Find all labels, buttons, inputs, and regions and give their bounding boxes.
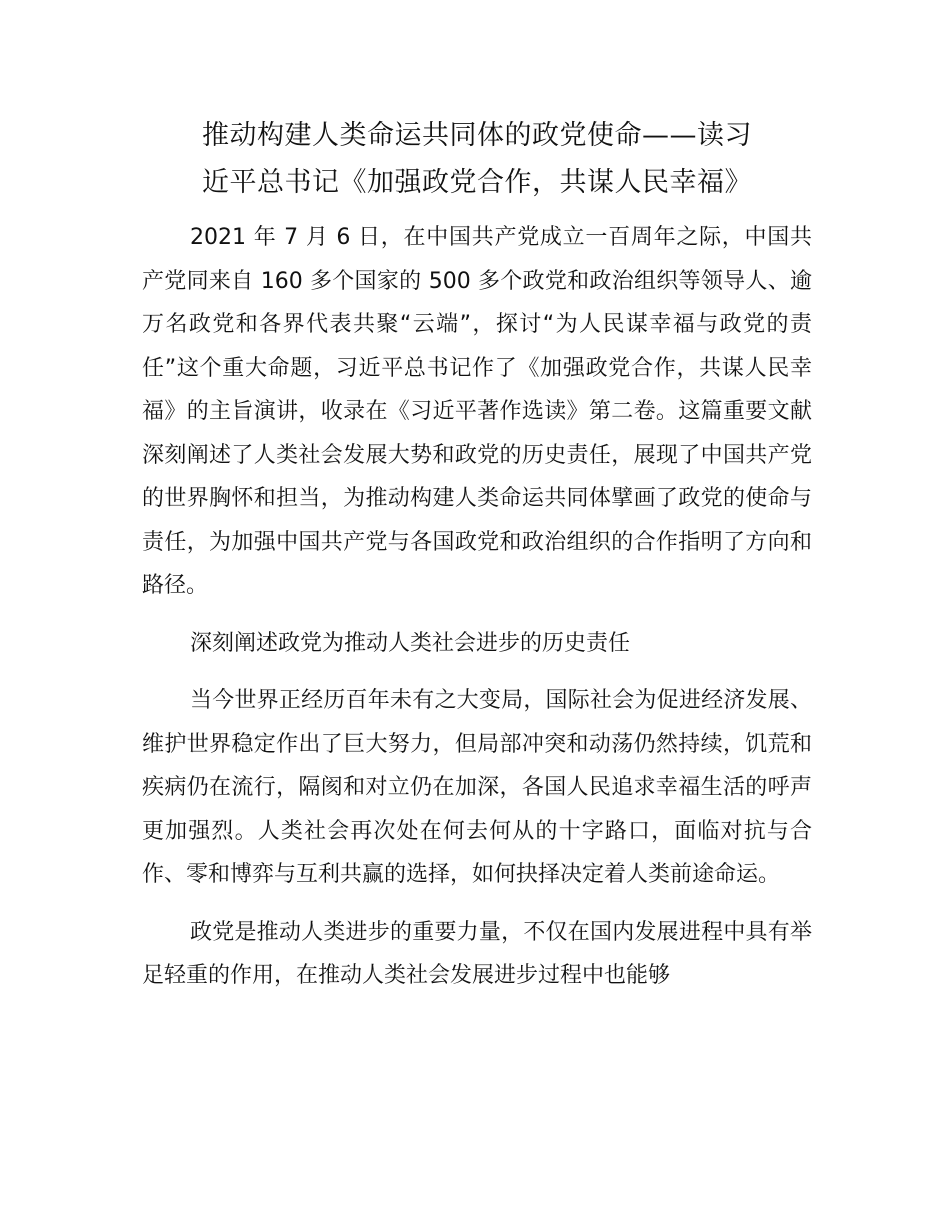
- section-heading: 深刻阐述政党为推动人类社会进步的历史责任: [190, 630, 631, 656]
- document-page: [142, 112, 812, 998]
- body-paragraph: 当今世界正经历百年未有之大变局，国际社会为促进经济发展、维护世界稳定作出了巨大努力，但局部冲突和动荡仍然持续，饥荒和疾病仍在流行，隔阂和对立仍在加深，各国人民追求幸福生活的呼声更加强烈。人类社会再次处在何去何从的十字路口，面临对抗与合作、零和博弈与互利共赢的选择，如何抉择决定着人类前途命运。: [142, 688, 812, 887]
- body-paragraph: 政党是推动人类进步的重要力量，不仅在国内发展进程中具有举足轻重的作用，在推动人类社会发展进步过程中也能够: [142, 919, 812, 988]
- document-title: 推动构建人类命运共同体的政党使命——读习 近平总书记《加强政党合作，共谋人民幸福》: [202, 120, 752, 198]
- intro-paragraph: 2021 年 7 月 6 日，在中国共产党成立一百周年之际，中国共产党同来自 160 多个国家的 500 多个政党和政治组织等领导人、逾万名政党和各界代表共聚“云端”，探讨“为人民谋幸福与政党的责任”这个重大命题，习近平总书记作了《加强政党合作，共谋人民幸福》的主旨演讲，收录在《习近平著作选读》第二卷。这篇重要文献深刻阐述了人类社会发展大势和政党的历史责任，展现了中国共产党的世界胸怀和担当，为推动构建人类命运共同体擘画了政党的使命与责任，为加强中国共产党与各国政党和政治组织的合作指明了方向和路径。: [142, 225, 812, 598]
